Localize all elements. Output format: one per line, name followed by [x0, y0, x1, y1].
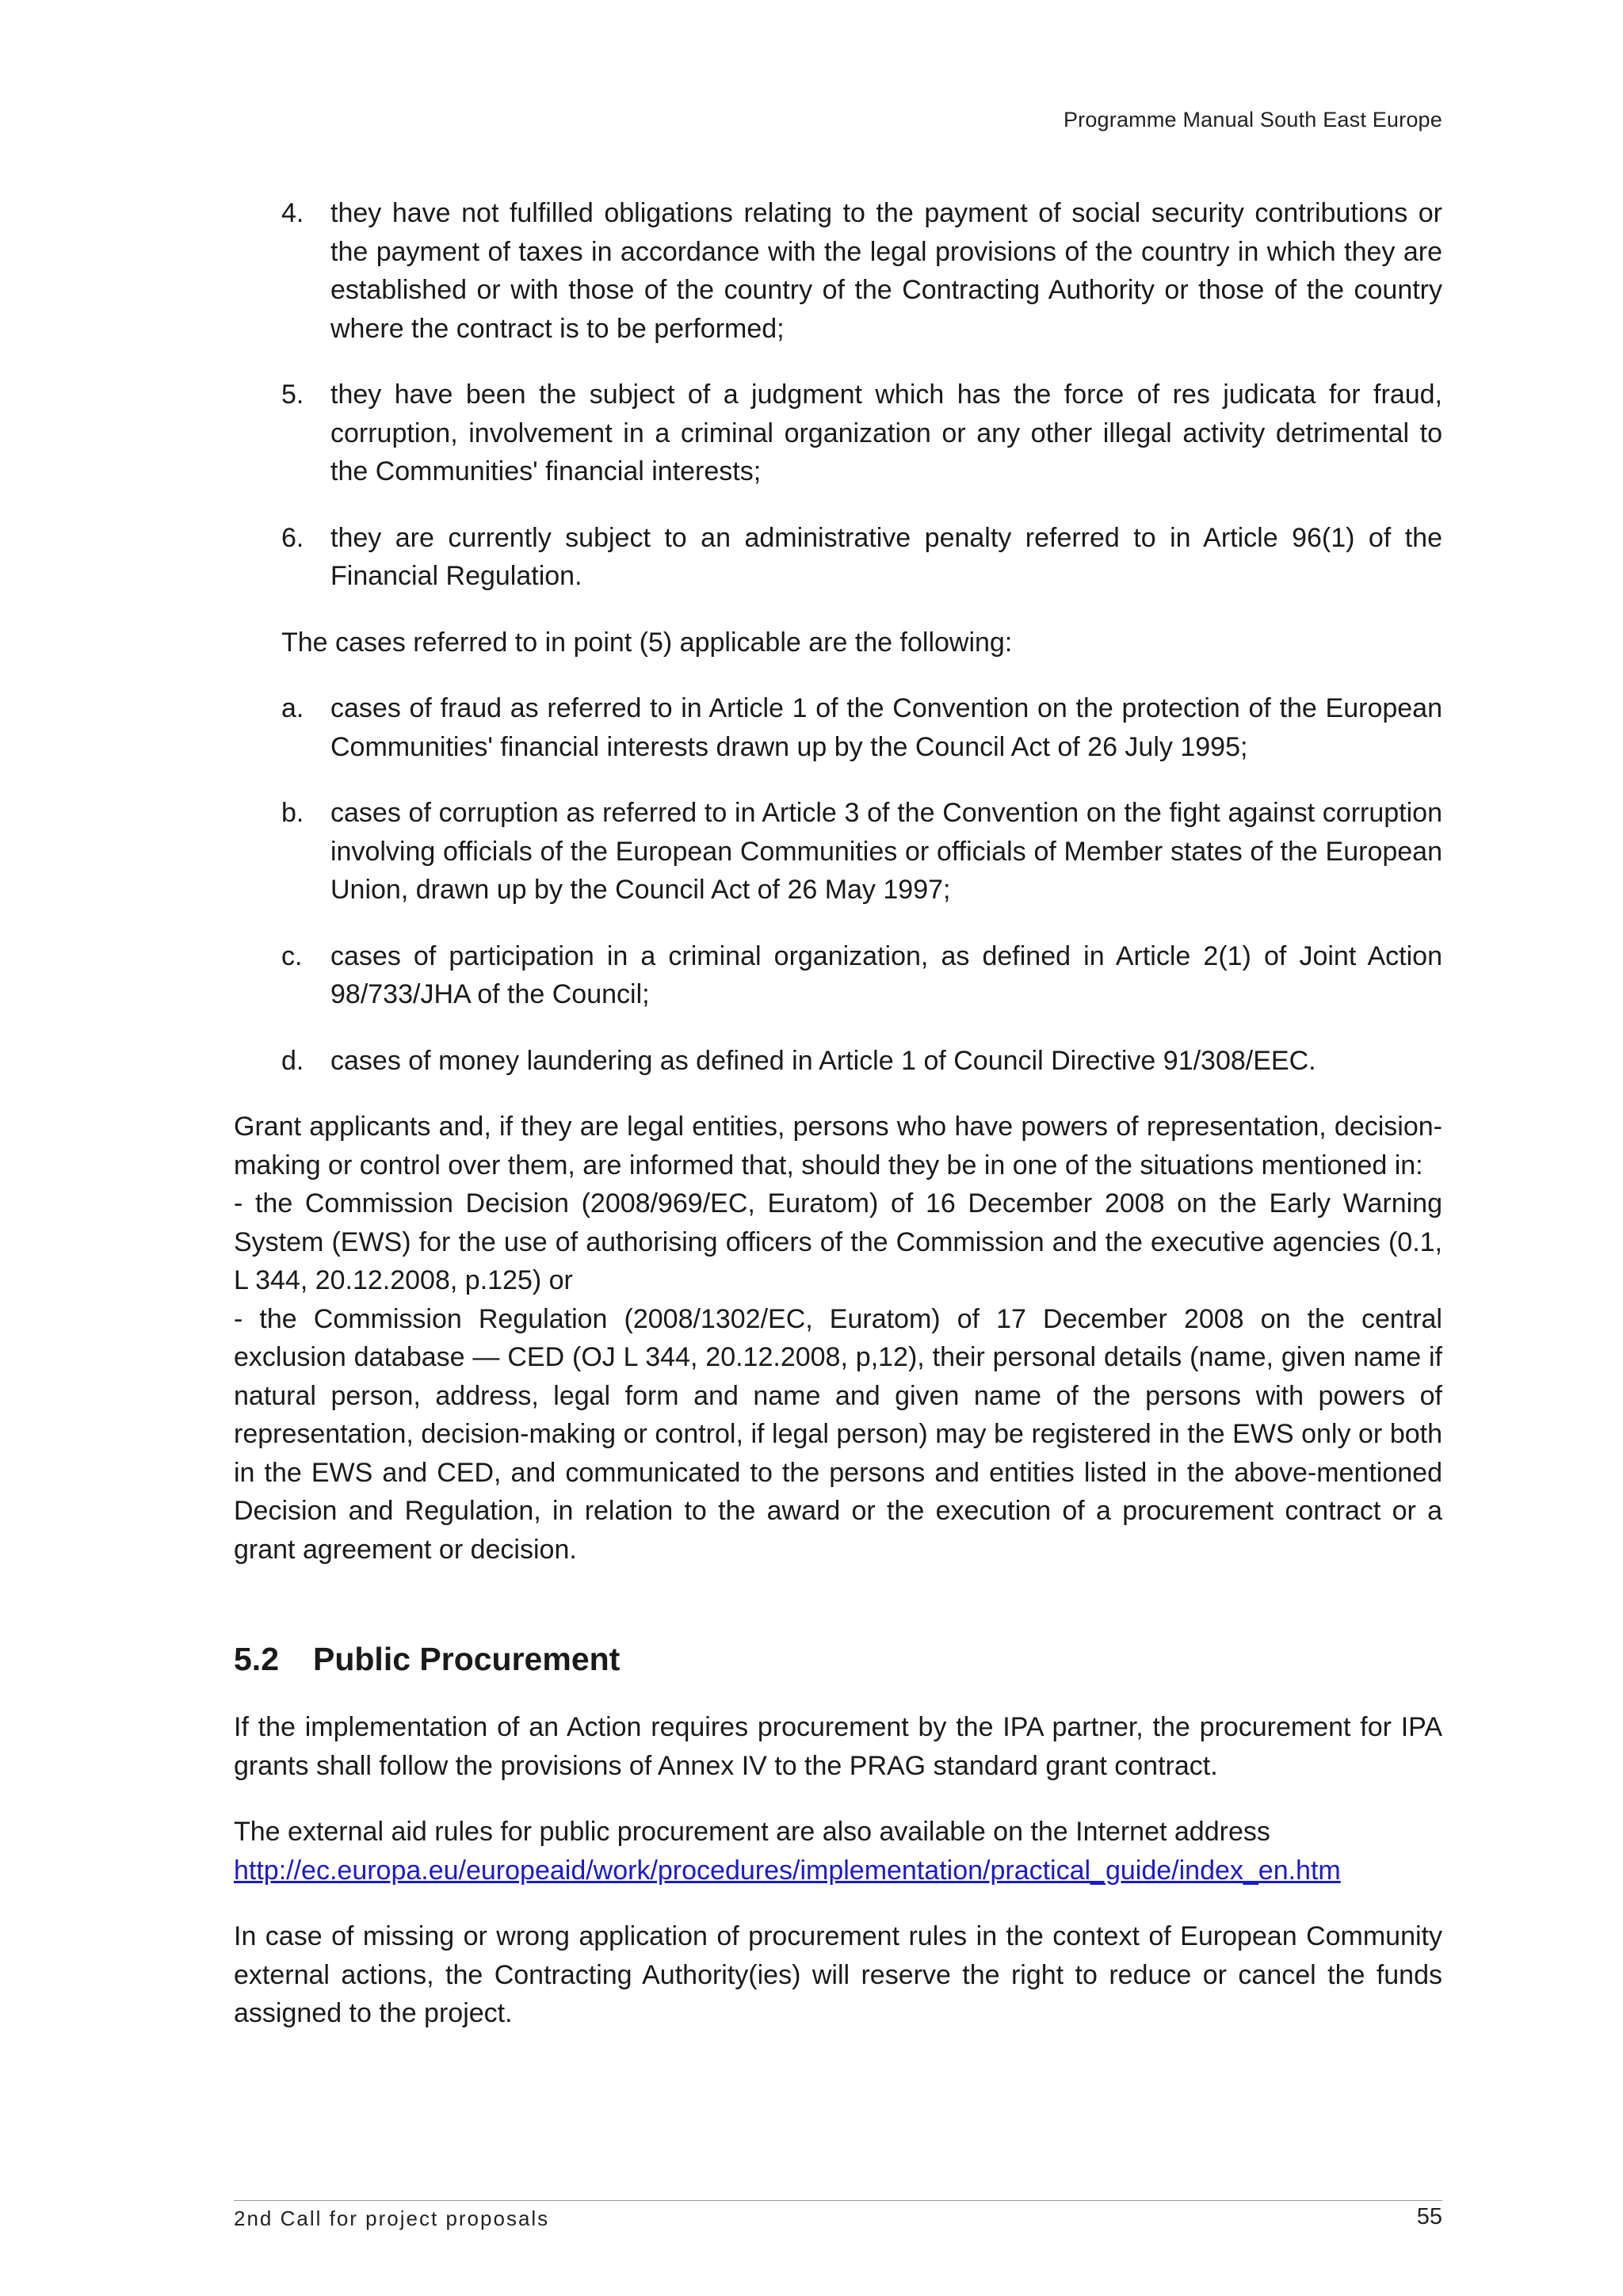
grant-applicants-paragraph — [234, 1108, 1442, 1569]
section-heading — [234, 1639, 1442, 1679]
section-title: Public Procurement — [313, 1641, 621, 1677]
running-header: Programme Manual South East Europe — [1063, 108, 1442, 132]
footer-divider — [234, 2200, 1442, 2201]
list-item — [281, 794, 1442, 910]
cases-intro: The cases referred to in point (5) applicable are the following: — [281, 627, 1013, 658]
list-text: cases of money laundering as defined in Article 1 of Council Directive 91/308/EEC. — [330, 1045, 1316, 1076]
list-marker: a. — [281, 693, 304, 723]
grant-item-decision: - the Commission Decision (2008/969/EC, Euratom) of 16 December 2008 on the Early Warning System (EWS) for the use of authorising officers of the Commission and the executive agencies (0.1, L 344, 20.12.2008, p.125) or — [234, 1188, 1442, 1295]
list-item — [281, 937, 1442, 1014]
list-item — [281, 194, 1442, 348]
list-text: cases of corruption as referred to in Article 3 of the Convention on the fight against corruption involving officials of the European Communities or officials of Member states of the European Union, drawn up by the Council Act of 26 May 1997; — [330, 798, 1442, 905]
page-number: 55 — [1416, 2204, 1442, 2229]
section-number: 5.2 — [234, 1641, 279, 1677]
list-text: cases of participation in a criminal organization, as defined in Article 2(1) of Joint Action 98/733/JHA of the Council; — [330, 940, 1442, 1009]
exclusion-list — [234, 194, 1442, 596]
list-text: they have not fulfilled obligations relating to the payment of social security contributions or the payment of taxes in accordance with the legal provisions of the country in which they are established or with those of the country of the Contracting Authority or those of the country where the contract is to be performed; — [330, 198, 1442, 344]
list-item — [281, 1042, 1442, 1081]
list-item — [281, 519, 1442, 596]
list-marker: d. — [281, 1045, 304, 1076]
list-item — [281, 376, 1442, 491]
grant-intro: Grant applicants and, if they are legal entities, persons who have powers of representation, decision-making or control over them, are informed that, should they be in one of the situations mentioned in: — [234, 1112, 1442, 1180]
cases-list — [234, 689, 1442, 1080]
list-marker: b. — [281, 798, 304, 828]
procurement-paragraph: If the implementation of an Action requires procurement by the IPA partner, the procurement for IPA grants shall follow the provisions of Annex IV to the PRAG standard grant contract. — [234, 1712, 1442, 1781]
external-aid-text: The external aid rules for public procurement are also available on the Internet address — [234, 1817, 1270, 1847]
list-text: they are currently subject to an administrative penalty referred to in Article 96(1) of the Financial Regulation. — [330, 522, 1442, 591]
missing-rules-paragraph: In case of missing or wrong application of procurement rules in the context of European Community external actions, the Contracting Authority(ies) will reserve the right to reduce or cancel the funds assigned to the project. — [234, 1921, 1442, 2028]
external-aid-paragraph — [234, 1813, 1442, 1890]
grant-item-regulation: - the Commission Regulation (2008/1302/EC, Euratom) of 17 December 2008 on the central exclusion database — CED (OJ L 344, 20.12.2008, p,12), their personal details (name, given name if natural person, address, legal form and name and given name of the persons with powers of representation, decision-making or control, if legal person) may be registered in the EWS only or both in the EWS and CED, and communicated to the persons and entities listed in the above-mentioned Decision and Regulation, in relation to the award or the execution of a procurement contract or a grant agreement or decision. — [234, 1303, 1442, 1565]
list-marker: 5. — [281, 379, 304, 410]
list-marker: 6. — [281, 522, 304, 553]
page-content — [234, 194, 1442, 2061]
list-text: they have been the subject of a judgment which has the force of res judicata for fraud, corruption, involvement in a criminal organization or any other illegal activity detrimental to the Communities' financial interests; — [330, 379, 1442, 486]
list-text: cases of fraud as referred to in Article 1 of the Convention on the protection of the European Communities' financial interests drawn up by the Council Act of 26 July 1995; — [330, 693, 1442, 762]
list-marker: 4. — [281, 198, 304, 228]
footer-call-label: 2nd Call for project proposals — [234, 2206, 550, 2230]
practical-guide-link[interactable]: http://ec.europa.eu/europeaid/work/procedures/implementation/practical_guide/index_en.htm — [234, 1855, 1341, 1886]
list-item — [281, 689, 1442, 766]
list-marker: c. — [281, 940, 303, 971]
